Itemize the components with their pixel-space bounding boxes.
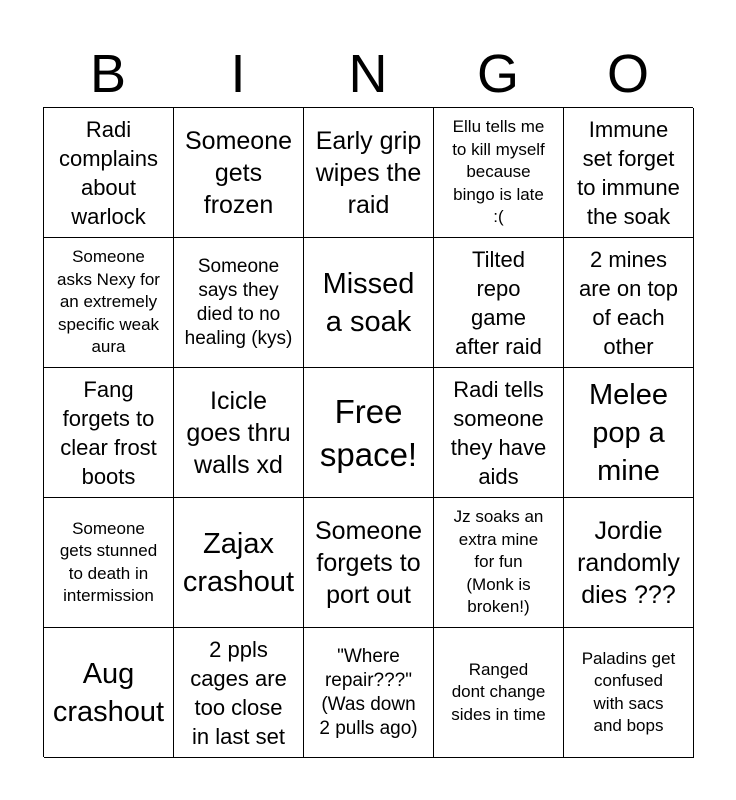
cell-text: Early grip wipes the raid [315,126,422,219]
bingo-cell-r5-c2[interactable] [174,628,304,758]
bingo-cell-r5-c5[interactable] [564,628,694,758]
cell-text: Ellu tells me to kill myself because bingo is late :( [452,117,545,227]
bingo-cell-r1-c1[interactable] [44,108,174,238]
cell-text: Ranged dont change sides in time [451,659,546,724]
bingo-cell-r1-c3[interactable] [304,108,434,238]
bingo-cell-r1-c4[interactable] [434,108,564,238]
cell-text: Someone says they died to no healing (kys) [184,255,293,349]
cell-text: Radi complains about warlock [58,116,159,229]
bingo-cell-r2-c1[interactable] [44,238,174,368]
cell-text: "Where repair???" (Was down 2 pulls ago) [319,645,418,739]
header-letter-b: B [89,44,127,104]
cell-text: Jordie randomly dies ??? [577,516,680,609]
cell-text: Missed a soak [322,267,415,338]
cell-text: Someone forgets to port out [314,516,423,609]
bingo-cell-r3-c4[interactable] [434,368,564,498]
header-letter-n: N [348,44,388,104]
cell-text: Icicle goes thru walls xd [186,386,291,479]
bingo-cell-r1-c5[interactable] [564,108,694,238]
cell-text: Paladins get confused with sacs and bops [581,648,676,735]
bingo-board [43,107,693,757]
bingo-cell-r3-c2[interactable] [174,368,304,498]
header-letter-i: I [230,44,246,104]
cell-text: Melee pop a mine [589,378,668,487]
header-letter-o: O [606,44,649,104]
bingo-cell-r5-c3[interactable] [304,628,434,758]
bingo-cell-r4-c4[interactable] [434,498,564,628]
cell-text: Aug crashout [52,657,165,728]
bingo-cell-r3-c5[interactable] [564,368,694,498]
bingo-cell-r5-c4[interactable] [434,628,564,758]
cell-text: Tilted repo game after raid [455,246,542,359]
bingo-cell-r2-c5[interactable] [564,238,694,368]
cell-text: Fang forgets to clear frost boots [60,376,157,489]
bingo-cell-r2-c4[interactable] [434,238,564,368]
bingo-cell-r4-c3[interactable] [304,498,434,628]
free-space-text: Free space! [319,392,418,473]
bingo-cell-r3-c3-free-space[interactable] [304,368,434,498]
cell-text: Zajax crashout [182,527,295,598]
header-letter-g: G [476,44,519,104]
bingo-cell-r5-c1[interactable] [44,628,174,758]
bingo-cell-r4-c2[interactable] [174,498,304,628]
bingo-cell-r4-c5[interactable] [564,498,694,628]
bingo-cell-r2-c2[interactable] [174,238,304,368]
cell-text: Someone gets frozen [184,126,293,219]
cell-text: 2 mines are on top of each other [578,246,679,359]
bingo-cell-r4-c1[interactable] [44,498,174,628]
cell-text: Radi tells someone they have aids [450,376,547,489]
bingo-header [43,40,693,108]
cell-text: 2 ppls cages are too close in last set [190,636,287,749]
bingo-cell-r1-c2[interactable] [174,108,304,238]
cell-text: Jz soaks an extra mine for fun (Monk is broken!) [453,507,544,617]
bingo-cell-r3-c1[interactable] [44,368,174,498]
cell-text: Immune set forget to immune the soak [577,116,680,229]
cell-text: Someone gets stunned to death in intermission [59,518,158,605]
cell-text: Someone asks Nexy for an extremely specific weak aura [57,247,160,357]
bingo-cell-r2-c3[interactable] [304,238,434,368]
